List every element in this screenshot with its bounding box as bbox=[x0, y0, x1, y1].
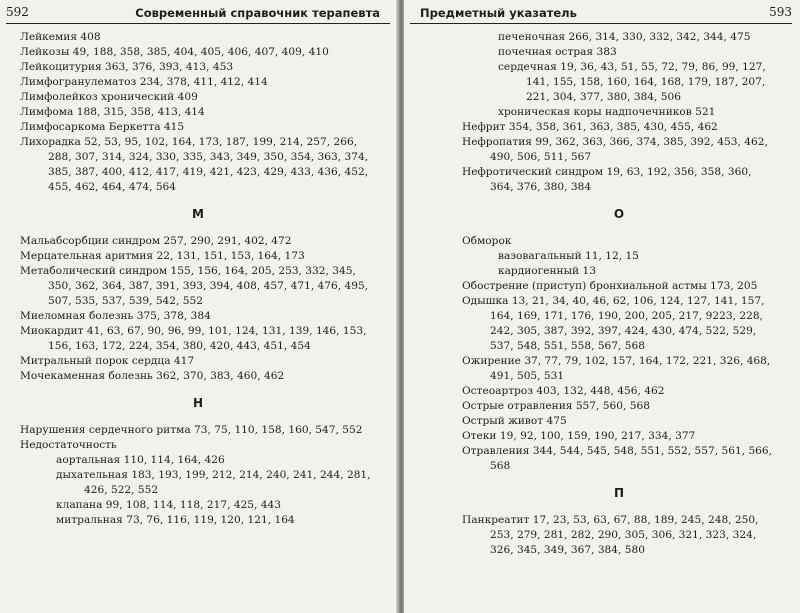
index-subentry bbox=[470, 264, 776, 279]
index-term: Лимфолейкоз хронический bbox=[20, 91, 175, 103]
section-letter: О bbox=[613, 207, 625, 221]
index-page-refs: 363, 376, 393, 413, 453 bbox=[105, 61, 234, 73]
index-term: Отравления bbox=[462, 445, 530, 457]
index-term: Панкреатит bbox=[462, 514, 530, 526]
index-entry bbox=[20, 354, 376, 369]
index-entry bbox=[462, 429, 776, 444]
index-page-refs: 110, 114, 164, 426 bbox=[123, 454, 225, 466]
index-term: Лихорадка bbox=[20, 136, 81, 148]
running-title: Предметный указатель bbox=[420, 6, 577, 20]
index-entry bbox=[462, 234, 776, 249]
index-page-refs: 415 bbox=[163, 121, 185, 133]
index-page-refs: 155, 156, 164, 205, 253, 332, 345, 350, 362, 364, 387, 391, 393, 394, 408, 457, 471, 476, 495, 507, 535, 537, 539, 542, 552 bbox=[48, 265, 369, 307]
index-page-refs: 344, 544, 545, 548, 551, 552, 557, 561, 566, 568 bbox=[490, 445, 773, 472]
index-entry bbox=[20, 423, 376, 438]
index-subentry bbox=[28, 513, 376, 528]
index-page-refs: 417 bbox=[173, 355, 195, 367]
index-entry bbox=[20, 30, 376, 45]
index-subentry bbox=[470, 105, 776, 120]
index-group-n bbox=[20, 423, 376, 453]
index-page-refs: 403, 132, 448, 456, 462 bbox=[536, 385, 665, 397]
index-page-refs: 557, 560, 568 bbox=[575, 400, 650, 412]
index-term: Нефротический синдром bbox=[462, 166, 604, 178]
index-term: Лейкоцитурия bbox=[20, 61, 102, 73]
index-term: Лимфосаркома Беркетта bbox=[20, 121, 161, 133]
index-page-refs: 17, 23, 53, 63, 67, 88, 189, 245, 248, 250, 253, 279, 281, 282, 290, 305, 306, 321, 323, 324, 326, 345, 349, 367, 384, 580 bbox=[490, 514, 759, 556]
index-entry bbox=[20, 135, 376, 195]
index-term: Обострение (приступ) бронхиальной астмы bbox=[462, 280, 707, 292]
index-entry bbox=[20, 369, 376, 384]
index-subentry bbox=[470, 249, 776, 264]
index-subentry bbox=[28, 498, 376, 513]
index-page-refs: 73, 76, 116, 119, 120, 121, 164 bbox=[126, 514, 295, 526]
index-term: почечная острая bbox=[498, 46, 594, 58]
running-title: Современный справочник терапевта bbox=[135, 6, 380, 20]
index-entry bbox=[462, 135, 776, 165]
index-entry bbox=[462, 444, 776, 474]
index-page-refs: 183, 193, 199, 212, 214, 240, 241, 244, 281, 426, 522, 552 bbox=[84, 469, 371, 496]
index-page-refs: 375, 378, 384 bbox=[136, 310, 211, 322]
index-group-l bbox=[20, 30, 376, 195]
left-index-body bbox=[20, 30, 376, 528]
section-letter: М bbox=[192, 207, 204, 221]
index-page-refs: 383 bbox=[596, 46, 617, 58]
index-page-refs: 11, 12, 15 bbox=[585, 250, 639, 262]
index-term: Остеоартроз bbox=[462, 385, 534, 397]
index-page-refs: 257, 290, 291, 402, 472 bbox=[163, 235, 292, 247]
index-term: сердечная bbox=[498, 61, 557, 73]
index-entry bbox=[20, 264, 376, 309]
index-entry bbox=[462, 399, 776, 414]
index-term: Острый живот bbox=[462, 415, 544, 427]
index-term: Мальабсорбции синдром bbox=[20, 235, 161, 247]
index-page-refs: 409 bbox=[177, 91, 198, 103]
index-term: Недостаточность bbox=[20, 439, 117, 451]
right-page bbox=[404, 0, 800, 613]
index-page-refs: 408 bbox=[80, 31, 101, 43]
index-entry bbox=[20, 438, 376, 453]
index-entry bbox=[462, 294, 776, 354]
section-letter: Н bbox=[192, 396, 204, 410]
index-entry bbox=[20, 324, 376, 354]
index-entry bbox=[20, 60, 376, 75]
left-page bbox=[0, 0, 398, 613]
index-page-refs: 19, 36, 43, 51, 55, 72, 79, 86, 99, 127, 141, 155, 158, 160, 164, 168, 179, 187, 207, 221, 304, 377, 380, 384, 506 bbox=[526, 61, 766, 103]
index-subgroup-n bbox=[20, 453, 376, 528]
index-term: аортальная bbox=[56, 454, 121, 466]
index-page-refs: 37, 77, 79, 102, 157, 164, 172, 221, 326, 468, 491, 505, 531 bbox=[490, 355, 771, 382]
index-term: Лимфогранулематоз bbox=[20, 76, 137, 88]
index-entry bbox=[20, 234, 376, 249]
index-page-refs: 234, 378, 411, 412, 414 bbox=[139, 76, 268, 88]
index-subentry bbox=[28, 468, 376, 498]
index-term: кардиогенный bbox=[498, 265, 580, 277]
index-page-refs: 22, 131, 151, 153, 164, 173 bbox=[156, 250, 305, 262]
index-term: Обморок bbox=[462, 235, 512, 247]
index-subgroup-o bbox=[462, 249, 776, 279]
index-page-refs: 173, 205 bbox=[710, 280, 758, 292]
index-page-refs: 99, 108, 114, 118, 217, 425, 443 bbox=[105, 499, 282, 511]
index-term: печеночная bbox=[498, 31, 566, 43]
index-entry bbox=[462, 414, 776, 429]
index-subentry bbox=[470, 60, 776, 105]
index-subgroup-continued bbox=[462, 30, 776, 120]
index-term: Нефропатия bbox=[462, 136, 532, 148]
index-term: Метаболический синдром bbox=[20, 265, 168, 277]
index-term: Одышка bbox=[462, 295, 509, 307]
index-subentry bbox=[28, 453, 376, 468]
index-term: Миокардит bbox=[20, 325, 84, 337]
index-term: Мочекаменная болезнь bbox=[20, 370, 153, 382]
index-group-p bbox=[462, 513, 776, 558]
index-entry bbox=[20, 120, 376, 135]
index-entry bbox=[20, 75, 376, 90]
index-page-refs: 19, 92, 100, 159, 190, 217, 334, 377 bbox=[499, 430, 696, 442]
section-letter: П bbox=[613, 486, 625, 500]
index-term: Лимфома bbox=[20, 106, 74, 118]
index-entry bbox=[20, 249, 376, 264]
index-term: клапана bbox=[56, 499, 103, 511]
index-entry bbox=[462, 279, 776, 294]
index-term: дыхательная bbox=[56, 469, 128, 481]
index-group-m bbox=[20, 234, 376, 384]
index-page-refs: 266, 314, 330, 332, 342, 344, 475 bbox=[568, 31, 751, 43]
index-entry bbox=[20, 105, 376, 120]
index-page-refs: 73, 75, 110, 158, 160, 547, 552 bbox=[194, 424, 363, 436]
index-page-refs: 41, 63, 67, 90, 96, 99, 101, 124, 131, 139, 146, 153, 156, 163, 172, 224, 354, 380, 420, 443, 451, 454 bbox=[48, 325, 367, 352]
index-term: Отеки bbox=[462, 430, 497, 442]
page-number: 593 bbox=[769, 5, 792, 19]
right-index-body bbox=[462, 30, 776, 558]
index-subentry bbox=[470, 45, 776, 60]
index-page-refs: 13, 21, 34, 40, 46, 62, 106, 124, 127, 141, 157, 164, 169, 171, 176, 190, 200, 205, 217, 9223, 228, 242, 305, 387, 392, 397, 424, 430, 474, 522, 529, 537, 548, 551, 558, 567, 568 bbox=[490, 295, 765, 352]
index-entry bbox=[462, 165, 776, 195]
index-group-o bbox=[462, 279, 776, 474]
index-term: митральная bbox=[56, 514, 123, 526]
page-number: 592 bbox=[6, 5, 29, 19]
index-entry bbox=[20, 90, 376, 105]
index-page-refs: 188, 315, 358, 413, 414 bbox=[76, 106, 205, 118]
index-page-refs: 52, 53, 95, 102, 164, 173, 187, 199, 214, 257, 266, 288, 307, 314, 324, 330, 335, 343, 349, 350, 354, 363, 374, 385, 387, 400, 412, 417, 419, 421, 423, 429, 433, 436, 452, 455, 462, 464, 474, 564 bbox=[48, 136, 369, 193]
index-page-refs: 13 bbox=[582, 265, 596, 277]
index-entry bbox=[20, 309, 376, 324]
index-term: Лейкозы bbox=[20, 46, 70, 58]
index-term: Лейкемия bbox=[20, 31, 78, 43]
index-group-o-head bbox=[462, 234, 776, 249]
index-term: Миеломная болезнь bbox=[20, 310, 134, 322]
index-page-refs: 19, 63, 192, 356, 358, 360, 364, 376, 380, 384 bbox=[490, 166, 752, 193]
index-entry bbox=[20, 45, 376, 60]
index-page-refs: 475 bbox=[546, 415, 567, 427]
index-entry bbox=[462, 513, 776, 558]
index-entry bbox=[462, 384, 776, 399]
index-term: хроническая коры надпочечников bbox=[498, 106, 692, 118]
index-term: Нефрит bbox=[462, 121, 506, 133]
index-term: вазовагальный bbox=[498, 250, 582, 262]
index-term: Острые отравления bbox=[462, 400, 573, 412]
index-page-refs: 99, 362, 363, 366, 374, 385, 392, 453, 462, 490, 506, 511, 567 bbox=[490, 136, 768, 163]
index-page-refs: 354, 358, 361, 363, 385, 430, 455, 462 bbox=[508, 121, 718, 133]
left-page-header bbox=[6, 3, 390, 24]
index-page-refs: 362, 370, 383, 460, 462 bbox=[156, 370, 285, 382]
index-subentry bbox=[470, 30, 776, 45]
index-page-refs: 521 bbox=[695, 106, 716, 118]
index-page-refs: 49, 188, 358, 385, 404, 405, 406, 407, 409, 410 bbox=[72, 46, 329, 58]
index-term: Ожирение bbox=[462, 355, 521, 367]
index-term: Мерцательная аритмия bbox=[20, 250, 154, 262]
index-entry bbox=[462, 120, 776, 135]
index-entry bbox=[462, 354, 776, 384]
right-page-header bbox=[410, 3, 792, 24]
index-term: Митральный порок сердца bbox=[20, 355, 171, 367]
index-group-n-cont bbox=[462, 120, 776, 195]
index-term: Нарушения сердечного ритма bbox=[20, 424, 191, 436]
